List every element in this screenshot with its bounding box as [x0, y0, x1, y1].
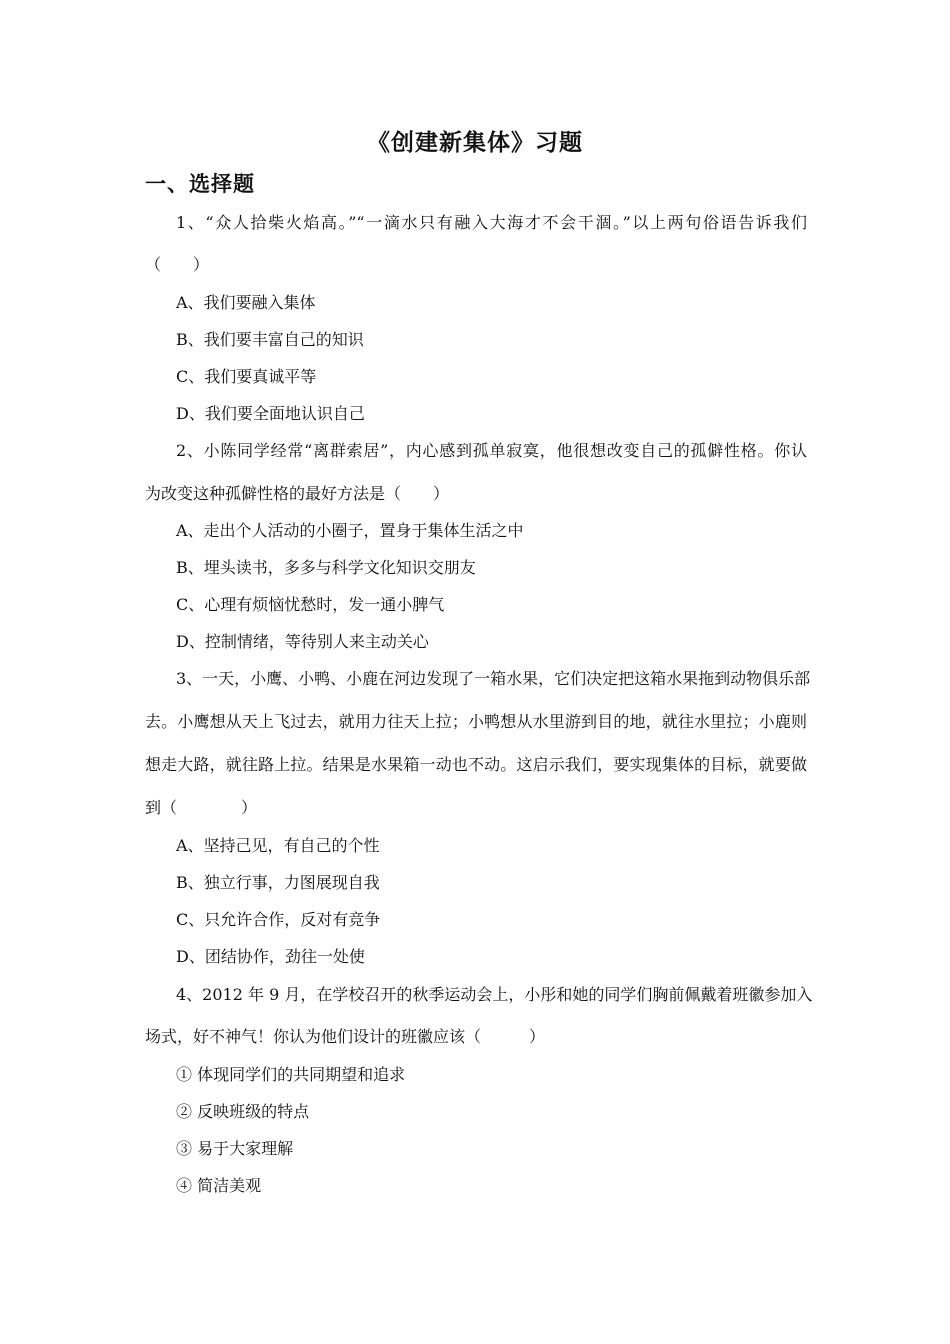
question-2-option-a: A、走出个人活动的小圈子，置身于集体生活之中: [176, 521, 524, 540]
page-title: 《创建新集体》习题: [367, 130, 583, 156]
question-3-option-d: D、团结协作，劲往一处使: [176, 947, 365, 966]
question-1-option-a: A、我们要融入集体: [176, 293, 316, 312]
question-1-stem-line-1: 1、“众人拾柴火焰高。”“一滴水只有融入大海才不会干涸。”以上两句俗语告诉我们: [176, 213, 807, 232]
question-3-stem-line-4: 到（ ）: [145, 798, 258, 817]
question-3-stem-line-1: 3、一天，小鹰、小鸭、小鹿在河边发现了一箱水果，它们决定把这箱水果拖到动物俱乐部: [176, 669, 811, 688]
question-2-option-c: C、心理有烦恼忧愁时，发一通小脾气: [176, 595, 445, 614]
question-3-option-b: B、独立行事，力图展现自我: [176, 873, 380, 892]
question-4-option-3: ③ 易于大家理解: [176, 1139, 294, 1158]
question-2-option-d: D、控制情绪，等待别人来主动关心: [176, 632, 429, 651]
question-3-stem-line-2: 去。小鹰想从天上飞过去，就用力往天上拉；小鸭想从水里游到目的地，就往水里拉；小鹿则: [145, 712, 807, 731]
question-4-option-2: ② 反映班级的特点: [176, 1102, 310, 1121]
question-1-option-c: C、我们要真诚平等: [176, 367, 317, 386]
question-4-stem-line-2: 场式，好不神气！你认为他们设计的班徽应该（ ）: [145, 1027, 546, 1046]
question-2-stem-line-1: 2、小陈同学经常“离群索居”，内心感到孤单寂寞，他很想改变自己的孤僻性格。你认: [176, 441, 807, 460]
question-4-option-1: ① 体现同学们的共同期望和追求: [176, 1065, 406, 1084]
question-3-option-c: C、只允许合作，反对有竞争: [176, 910, 381, 929]
question-1-answer-blank: （ ）: [145, 255, 210, 274]
question-1-option-d: D、我们要全面地认识自己: [176, 404, 365, 423]
question-2-stem-line-2: 为改变这种孤僻性格的最好方法是（ ）: [145, 484, 450, 503]
question-3-stem-line-3: 想走大路，就往路上拉。结果是水果箱一动也不动。这启示我们，要实现集体的目标，就要做: [145, 755, 807, 774]
question-2-option-b: B、埋头读书，多多与科学文化知识交朋友: [176, 558, 476, 577]
question-4-option-4: ④ 简洁美观: [176, 1176, 262, 1195]
question-4-stem-line-1: 4、2012 年 9 月，在学校召开的秋季运动会上，小彤和她的同学们胸前佩戴着班徽参加入: [176, 985, 813, 1004]
question-3-option-a: A、坚持己见，有自己的个性: [176, 836, 380, 855]
question-1-option-b: B、我们要丰富自己的知识: [176, 330, 364, 349]
section-heading: 一、选择题: [145, 172, 255, 196]
